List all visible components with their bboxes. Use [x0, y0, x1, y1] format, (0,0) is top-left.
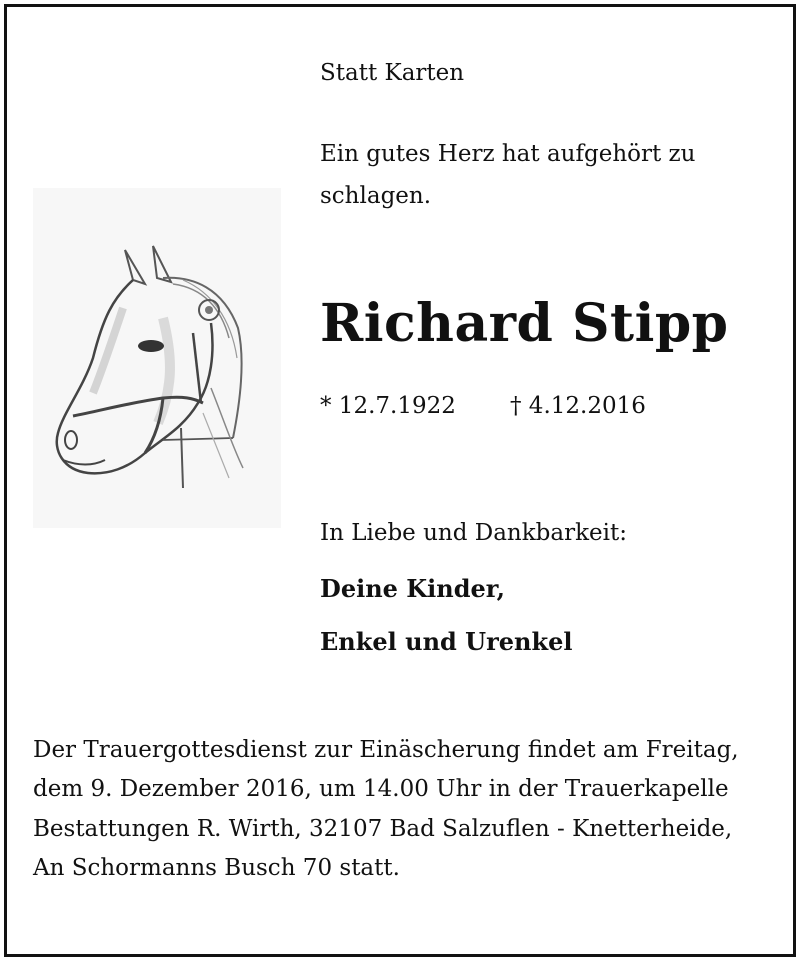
verse-line-2: schlagen. — [320, 183, 432, 209]
horse-head-sketch-icon — [33, 188, 281, 528]
mourners-line-1: Deine Kinder, — [320, 574, 506, 603]
service-line-2: dem 9. Dezember 2016, um 14.00 Uhr in der Trauerkapelle — [33, 776, 729, 802]
statt-karten-label: Statt Karten — [320, 60, 465, 86]
service-line-1: Der Trauergottesdienst zur Einäscherung findet am Freitag, — [33, 737, 739, 763]
mourners-intro: In Liebe und Dankbarkeit: — [320, 520, 627, 546]
birth-date: * 12.7.1922 — [320, 393, 456, 419]
verse-line-1: Ein gutes Herz hat aufgehört zu — [320, 141, 696, 167]
deceased-name: Richard Stipp — [320, 293, 729, 354]
death-date: † 4.12.2016 — [510, 393, 646, 419]
mourners-line-2: Enkel und Urenkel — [320, 627, 573, 656]
service-line-4: An Schormanns Busch 70 statt. — [33, 855, 400, 881]
service-line-3: Bestattungen R. Wirth, 32107 Bad Salzuflen - Knetterheide, — [33, 816, 733, 842]
